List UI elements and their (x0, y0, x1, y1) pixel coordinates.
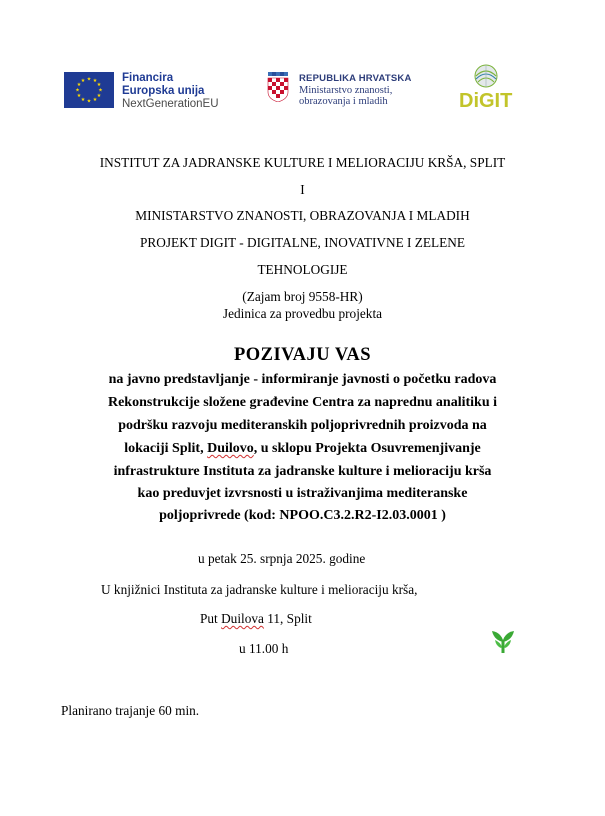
project-line-1: PROJEKT DIGIT - DIGITALNE, INOVATIVNE I ZELENE (139, 235, 466, 250)
svg-text:★: ★ (76, 93, 82, 99)
digit-globe-icon (475, 65, 497, 87)
digit-logo-text: DiGIT (459, 90, 513, 112)
eu-flag-icon (64, 72, 114, 108)
svg-text:★: ★ (96, 93, 102, 99)
project-line-2: TEHNOLOGIJE (257, 262, 348, 277)
invitation-title: POZIVAJU VAS (233, 345, 372, 365)
address-prefix: Put (200, 611, 222, 626)
implementation-unit: Jedinica za provedbu projekta (222, 306, 383, 321)
invitation-line-6: kao preduvjet izvrsnosti u istraživanjima mediteranske (137, 486, 468, 501)
eu-logo-text (122, 72, 219, 111)
invitation-line-4 (0, 441, 605, 457)
invitation-line-4a: lokaciji Split, (124, 441, 208, 456)
event-duration: Planirano trajanje 60 min. (61, 703, 200, 718)
svg-text:★: ★ (92, 78, 98, 84)
croatian-coat-of-arms-icon (266, 72, 290, 102)
address-suffix: 11, Split (263, 611, 312, 626)
croatia-line3: obrazovanja i mladih (299, 96, 388, 107)
invitation-line-4c: , u sklopu Projekta Osuvremenjivanje (253, 441, 481, 456)
svg-text:★: ★ (96, 82, 102, 88)
event-place: U knjižnici Instituta za jadranske kulture i melioraciju krša, (101, 582, 418, 597)
svg-text:★: ★ (98, 87, 103, 94)
ministry-name: MINISTARSTVO ZNANOSTI, OBRAZOVANJA I MLADIH (135, 208, 470, 223)
svg-text:★: ★ (92, 97, 98, 103)
croatia-logo-text (299, 73, 412, 108)
invitation-line-3: podršku razvoju mediteranskih poljoprivrednih proizvoda na (118, 418, 487, 433)
event-date: u petak 25. srpnja 2025. godine (198, 551, 366, 566)
conjunction: I (300, 182, 305, 197)
croatia-line1: REPUBLIKA HRVATSKA (299, 73, 412, 84)
digit-logo (456, 62, 551, 112)
invitation-line-7: poljoprivrede (kod: NPOO.C3.2.R2-I2.03.0001 ) (159, 508, 446, 523)
svg-text:★: ★ (86, 76, 92, 83)
eu-line2: Europska unija (122, 85, 205, 97)
invitation-line-5: infrastrukture Instituta za jadranske kulture i melioraciju krša (113, 464, 492, 479)
svg-text:★: ★ (86, 98, 92, 105)
invitation-line-2: Rekonstrukcije složene građevine Centra za naprednu analitiku i (107, 395, 498, 410)
svg-text:★: ★ (80, 97, 86, 103)
loan-number: (Zajam broj 9558-HR) (242, 289, 363, 304)
svg-text:★: ★ (80, 78, 86, 84)
croatia-line2: Ministarstvo znanosti, (299, 84, 393, 96)
event-time: u 11.00 h (239, 641, 289, 656)
address-street: Duilova (221, 611, 264, 626)
eu-line3: NextGenerationEU (122, 98, 219, 110)
svg-text:★: ★ (75, 87, 80, 94)
svg-text:★: ★ (76, 82, 82, 88)
invitation-line-1: na javno predstavljanje - informiranje javnosti o početku radova (108, 372, 497, 387)
institute-name: INSTITUT ZA JADRANSKE KULTURE I MELIORACIJU KRŠA, SPLIT (99, 155, 506, 170)
event-address (200, 611, 312, 627)
place-name-duilovo: Duilovo (207, 441, 254, 456)
plant-icon (490, 628, 516, 654)
eu-line1: Financira (122, 72, 174, 84)
